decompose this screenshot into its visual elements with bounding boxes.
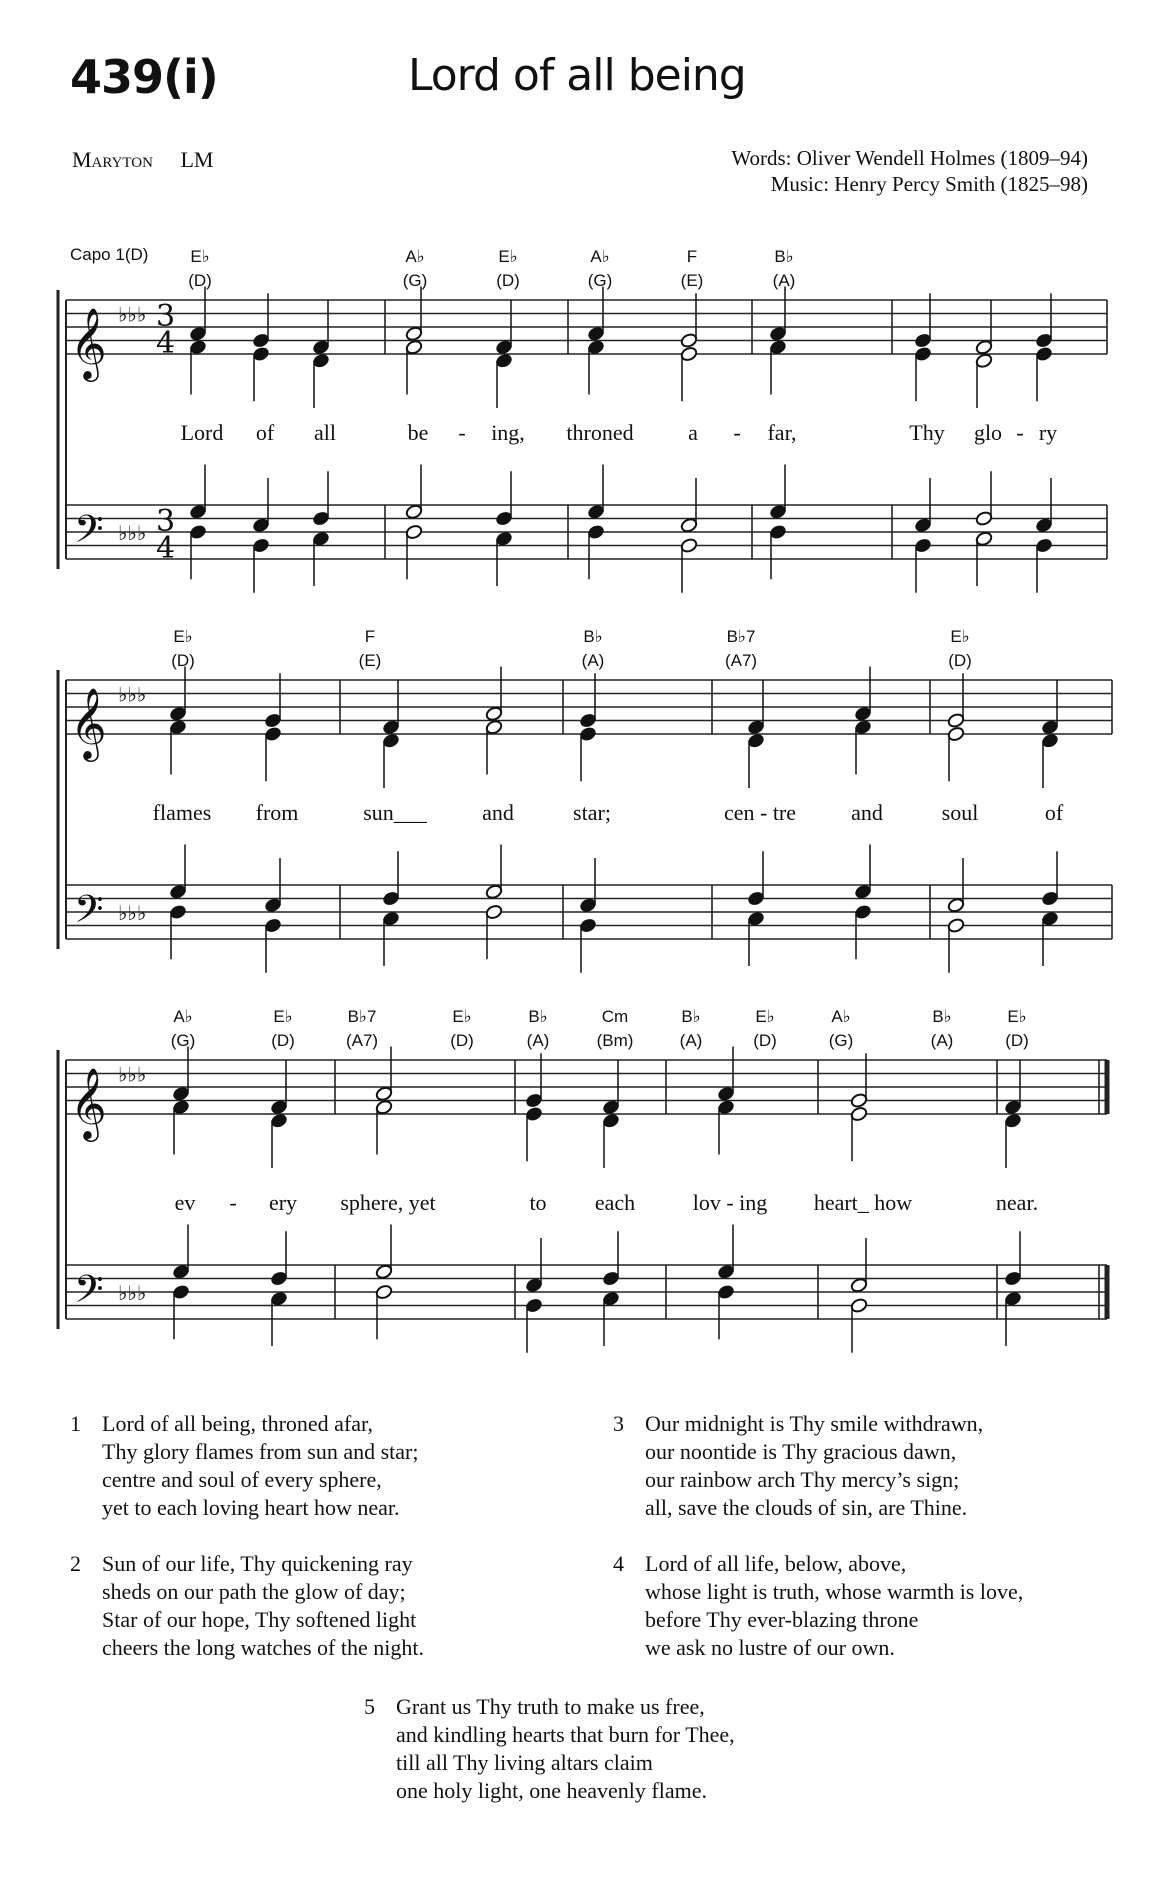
lyric-syllable: from xyxy=(255,800,299,825)
lyric-syllable: heart_ how xyxy=(813,1190,913,1215)
chord-symbol xyxy=(427,1005,497,1053)
svg-text:𝄢: 𝄢 xyxy=(74,506,104,561)
chord-symbol xyxy=(327,1005,397,1053)
chord-name: E♭ xyxy=(452,1007,472,1026)
chord-symbol xyxy=(982,1005,1052,1053)
chord-symbol xyxy=(925,625,995,673)
verse-line: cheers the long watches of the night. xyxy=(102,1635,424,1660)
lyric-syllable: and xyxy=(482,800,514,825)
svg-text:𝄢: 𝄢 xyxy=(74,1266,104,1321)
verse-number: 5 xyxy=(364,1694,375,1719)
lyric-syllable: and xyxy=(851,800,883,825)
chord-name: A♭ xyxy=(405,247,425,266)
tune-name: Maryton xyxy=(72,147,153,172)
svg-text:♭♭♭: ♭♭♭ xyxy=(118,682,147,707)
lyric-syllable: near. xyxy=(995,1190,1039,1215)
lyric-syllable: soul xyxy=(941,800,979,825)
verse-2 xyxy=(70,1550,424,1662)
chord-symbol xyxy=(806,1005,876,1053)
capo-chord: (D) xyxy=(188,271,212,290)
music-credit: Music: Henry Percy Smith (1825–98) xyxy=(770,172,1088,196)
verse-line: till all Thy living altars claim xyxy=(396,1750,653,1775)
lyric-syllable: Lord xyxy=(180,420,224,445)
lyric-syllable: throned xyxy=(566,420,634,445)
chord-name: F xyxy=(686,247,698,266)
capo-chord: (A) xyxy=(930,1031,954,1050)
verse-line: Our midnight is Thy smile withdrawn, xyxy=(645,1411,984,1436)
capo-chord: (E) xyxy=(358,651,382,670)
verse-line: we ask no lustre of our own. xyxy=(645,1635,895,1660)
verse-line: one holy light, one heavenly flame. xyxy=(396,1778,707,1803)
lyric-syllable: of xyxy=(255,420,275,445)
verse-line: and kindling hearts that burn for Thee, xyxy=(396,1722,735,1747)
lyric-syllable: far, xyxy=(767,420,797,445)
lyric-syllable: all xyxy=(314,420,336,445)
svg-text:4: 4 xyxy=(156,326,176,361)
verse-number: 4 xyxy=(613,1551,624,1576)
chord-name: Cm xyxy=(601,1007,629,1026)
chord-symbol xyxy=(148,1005,218,1053)
chord-name: A♭ xyxy=(590,247,610,266)
chord-name: E♭ xyxy=(950,627,970,646)
chord-symbol xyxy=(706,625,776,673)
lyric-syllable: a xyxy=(688,420,698,445)
lyric-syllable: - xyxy=(1016,420,1024,445)
lyric-syllable: star; xyxy=(573,800,611,825)
chord-name: E♭ xyxy=(755,1007,775,1026)
capo-chord: (Bm) xyxy=(596,1031,634,1050)
capo-chord: (A) xyxy=(581,651,605,670)
chord-name: B♭ xyxy=(583,627,603,646)
lyric-syllable: to xyxy=(529,1190,547,1215)
lyric-syllable: Thy xyxy=(909,420,945,445)
capo-chord: (A7) xyxy=(724,651,758,670)
svg-text:3: 3 xyxy=(156,504,176,539)
lyric-syllable: glo xyxy=(973,420,1003,445)
lyric-syllable: - xyxy=(229,1190,237,1215)
chord-symbol xyxy=(907,1005,977,1053)
lyric-syllable: flames xyxy=(152,800,212,825)
chord-symbol xyxy=(580,1005,650,1053)
verse-line: sheds on our path the glow of day; xyxy=(102,1579,406,1604)
chord-symbol xyxy=(657,245,727,293)
svg-text:3: 3 xyxy=(156,299,176,334)
verse-line: our rainbow arch Thy mercy’s sign; xyxy=(645,1467,960,1492)
chord-name: F xyxy=(364,627,376,646)
chord-symbol xyxy=(148,625,218,673)
lyric-syllable: ev xyxy=(174,1190,196,1215)
lyric-syllable: of xyxy=(1044,800,1064,825)
verse-line: whose light is truth, whose warmth is love, xyxy=(645,1579,1024,1604)
chord-name: B♭ xyxy=(932,1007,952,1026)
capo-chord: (G) xyxy=(828,1031,854,1050)
capo-chord: (D) xyxy=(450,1031,474,1050)
capo-chord: (D) xyxy=(171,651,195,670)
chord-name: A♭ xyxy=(173,1007,193,1026)
chord-symbol xyxy=(565,245,635,293)
chord-symbol xyxy=(730,1005,800,1053)
chord-symbol xyxy=(165,245,235,293)
capo-chord: (G) xyxy=(587,271,613,290)
verse-line: all, save the clouds of sin, are Thine. xyxy=(645,1495,968,1520)
chord-name: E♭ xyxy=(190,247,210,266)
verse-1 xyxy=(70,1410,419,1522)
verse-line: centre and soul of every sphere, xyxy=(102,1467,382,1492)
capo-chord: (D) xyxy=(496,271,520,290)
chord-name: B♭7 xyxy=(347,1007,377,1026)
chord-symbol xyxy=(335,625,405,673)
capo-chord: (A) xyxy=(526,1031,550,1050)
lyric-syllable: ing, xyxy=(491,420,525,445)
verse-line: Lord of all being, throned afar, xyxy=(102,1411,373,1436)
verse-line: before Thy ever-blazing throne xyxy=(645,1607,919,1632)
words-credit: Words: Oliver Wendell Holmes (1809–94) xyxy=(731,146,1088,170)
capo-chord: (D) xyxy=(948,651,972,670)
hymn-number: 439(i) xyxy=(70,50,218,104)
lyric-syllable: sun___ xyxy=(363,800,427,825)
lyric-syllable: ry xyxy=(1038,420,1058,445)
svg-text:♭♭♭: ♭♭♭ xyxy=(118,901,147,926)
verse-line: Lord of all life, below, above, xyxy=(645,1551,907,1576)
chord-name: E♭ xyxy=(498,247,518,266)
chord-name: B♭7 xyxy=(726,627,756,646)
chord-symbol xyxy=(749,245,819,293)
verse-4 xyxy=(613,1550,1024,1662)
chord-name: E♭ xyxy=(173,627,193,646)
lyric-syllable: - xyxy=(458,420,466,445)
capo-chord: (G) xyxy=(402,271,428,290)
svg-text:♭♭♭: ♭♭♭ xyxy=(118,1281,147,1306)
chord-name: E♭ xyxy=(273,1007,293,1026)
lyric-syllable: - xyxy=(733,420,741,445)
verse-5 xyxy=(364,1693,735,1805)
lyric-syllable: cen - tre xyxy=(723,800,797,825)
capo-label: Capo 1(D) xyxy=(70,245,149,264)
svg-text:𝄞: 𝄞 xyxy=(70,1066,107,1139)
chord-symbol xyxy=(503,1005,573,1053)
chord-name: E♭ xyxy=(1007,1007,1027,1026)
lyric-syllable: sphere, yet xyxy=(340,1190,436,1215)
capo-chord: (A) xyxy=(772,271,796,290)
meter: LM xyxy=(180,147,214,172)
svg-text:♭♭♭: ♭♭♭ xyxy=(118,521,147,546)
verse-line: Sun of our life, Thy quickening ray xyxy=(102,1551,413,1576)
verse-line: Grant us Thy truth to make us free, xyxy=(396,1694,705,1719)
chord-symbol xyxy=(248,1005,318,1053)
capo-chord: (D) xyxy=(271,1031,295,1050)
svg-text:𝄞: 𝄞 xyxy=(70,306,107,379)
svg-text:𝄞: 𝄞 xyxy=(70,686,107,759)
chord-name: A♭ xyxy=(831,1007,851,1026)
hymn-title: Lord of all being xyxy=(408,50,746,101)
capo-chord: (D) xyxy=(753,1031,777,1050)
svg-text:♭♭♭: ♭♭♭ xyxy=(118,302,147,327)
svg-text:𝄢: 𝄢 xyxy=(74,886,104,941)
verse-3 xyxy=(613,1410,984,1522)
verse-line: yet to each loving heart how near. xyxy=(102,1495,400,1520)
chord-symbol xyxy=(558,625,628,673)
capo-chord: (E) xyxy=(680,271,704,290)
verse-number: 2 xyxy=(70,1551,81,1576)
chord-symbol xyxy=(473,245,543,293)
verse-line: Thy glory flames from sun and star; xyxy=(102,1439,419,1464)
capo-chord: (D) xyxy=(1005,1031,1029,1050)
chord-name: B♭ xyxy=(528,1007,548,1026)
chord-symbol xyxy=(656,1005,726,1053)
chord-name: B♭ xyxy=(774,247,794,266)
chord-symbol xyxy=(380,245,450,293)
lyric-syllable: be xyxy=(407,420,429,445)
lyric-syllable: each xyxy=(594,1190,636,1215)
lyric-syllable: lov - ing xyxy=(692,1190,768,1215)
capo-chord: (G) xyxy=(170,1031,196,1050)
verse-number: 3 xyxy=(613,1411,624,1436)
verse-line: Star of our hope, Thy softened light xyxy=(102,1607,417,1632)
lyric-syllable: ery xyxy=(268,1190,298,1215)
svg-text:♭♭♭: ♭♭♭ xyxy=(118,1062,147,1087)
svg-text:4: 4 xyxy=(156,531,176,566)
verse-line: our noontide is Thy gracious dawn, xyxy=(645,1439,957,1464)
chord-name: B♭ xyxy=(681,1007,701,1026)
capo-chord: (A7) xyxy=(345,1031,379,1050)
capo-chord: (A) xyxy=(679,1031,703,1050)
verse-number: 1 xyxy=(70,1411,81,1436)
